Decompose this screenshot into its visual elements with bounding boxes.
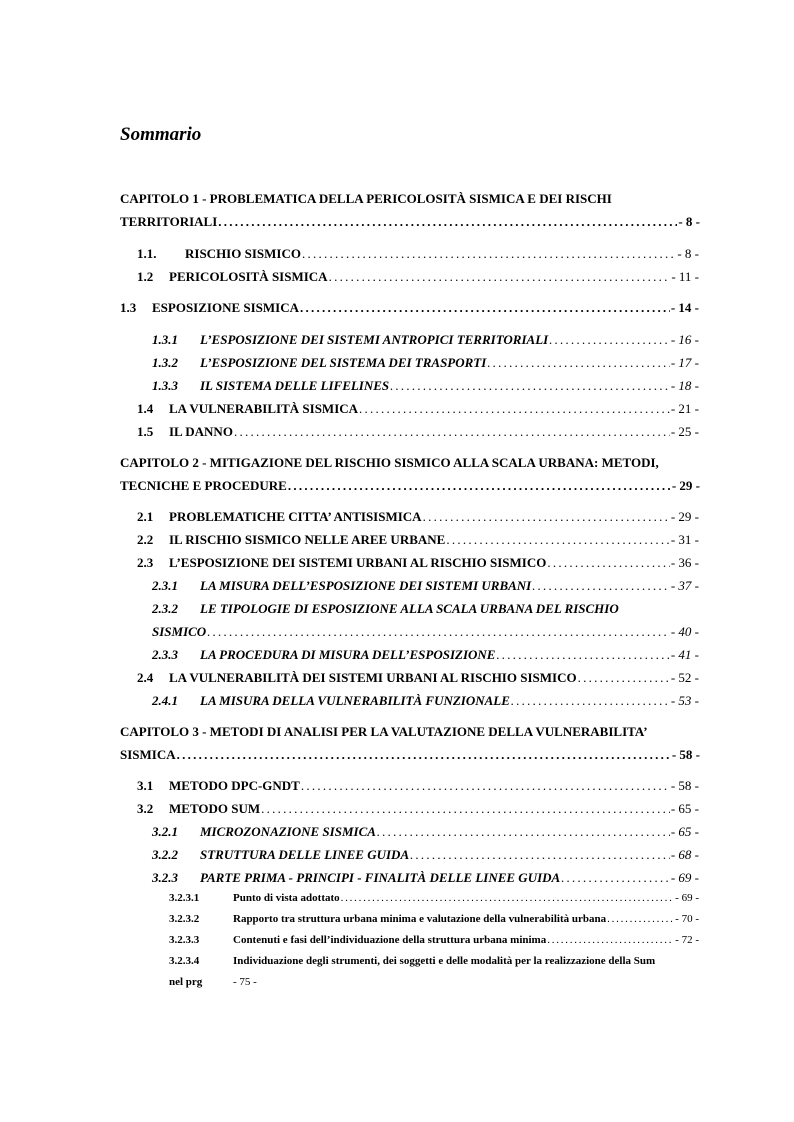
toc-entry-2-3-2-cont[interactable] bbox=[152, 624, 699, 640]
toc-entry-number: 1.2 bbox=[137, 269, 154, 284]
toc-page-number: - 29 - bbox=[670, 509, 699, 524]
toc-entry-number: 3.2.1 bbox=[152, 824, 178, 839]
toc-entry-text: Rapporto tra struttura urbana minima e valutazione della vulnerabilità urbana bbox=[233, 913, 607, 925]
toc-entry-number: 3.2.3.3 bbox=[169, 934, 200, 946]
toc-entry-number: 1.4 bbox=[137, 401, 154, 416]
toc-leader-dots bbox=[301, 778, 670, 794]
toc-page-number: - 72 - bbox=[675, 934, 699, 946]
toc-page-number: - 18 - bbox=[670, 378, 699, 393]
toc-entry-3-2-3-2[interactable] bbox=[169, 913, 699, 925]
toc-entry-number: 1.3.2 bbox=[152, 355, 178, 370]
toc-page-number: - 70 - bbox=[675, 913, 699, 925]
toc-entry-text: SISMICA bbox=[120, 747, 176, 762]
toc-entry-text: CAPITOLO 3 - METODI DI ANALISI PER LA VALUTAZIONE DELLA VULNERABILITA’ bbox=[120, 724, 648, 739]
toc-entry-text: METODO DPC-GNDT bbox=[169, 778, 300, 793]
toc-entry-number: 2.3.1 bbox=[152, 578, 178, 593]
toc-entry-text: MICROZONAZIONE SISMICA bbox=[200, 824, 376, 839]
toc-page-number: - 53 - bbox=[670, 693, 699, 708]
toc-page-number: - 16 - bbox=[670, 332, 699, 347]
toc-entry-1-3-2[interactable] bbox=[152, 355, 699, 371]
toc-entry-1-2[interactable] bbox=[137, 269, 699, 285]
toc-entry-number: 2.3.2 bbox=[152, 601, 178, 616]
toc-entry-text: LA VULNERABILITÀ DEI SISTEMI URBANI AL RISCHIO SISMICO bbox=[169, 670, 577, 685]
toc-page-number: - 75 - bbox=[233, 976, 257, 988]
toc-page-number: - 58 - bbox=[670, 778, 699, 793]
toc-page-number: - 69 - bbox=[675, 892, 699, 904]
toc-page-number: - 8 - bbox=[678, 214, 700, 229]
toc-leader-dots bbox=[547, 934, 674, 946]
toc-leader-dots bbox=[300, 300, 670, 316]
toc-entry-1-1[interactable] bbox=[137, 246, 699, 262]
toc-page-number: - 41 - bbox=[670, 647, 699, 662]
toc-entry-number: 3.2.2 bbox=[152, 847, 178, 862]
toc-entry-text: IL DANNO bbox=[169, 424, 233, 439]
toc-entry-2-3-2[interactable] bbox=[152, 601, 699, 617]
toc-entry-text: TERRITORIALI bbox=[120, 214, 218, 229]
toc-entry-number: 2.4 bbox=[137, 670, 154, 685]
toc-entry-2-4-1[interactable] bbox=[152, 693, 699, 709]
toc-entry-number: 1.1. bbox=[137, 246, 157, 261]
toc-chapter-1-line-1[interactable] bbox=[120, 191, 700, 207]
toc-entry-number: 3.1 bbox=[137, 778, 154, 793]
toc-entry-text: SISMICO bbox=[152, 624, 207, 639]
toc-entry-text: IL SISTEMA DELLE LIFELINES bbox=[200, 378, 390, 393]
toc-leader-dots bbox=[549, 332, 670, 348]
toc-entry-1-4[interactable] bbox=[137, 401, 699, 417]
toc-entry-1-5[interactable] bbox=[137, 424, 699, 440]
toc-entry-text: LA MISURA DELL’ESPOSIZIONE DEI SISTEMI URBANI bbox=[200, 578, 532, 593]
toc-leader-dots bbox=[496, 647, 669, 663]
toc-entry-3-2-3-4[interactable] bbox=[169, 955, 699, 967]
toc-entry-text: TECNICHE E PROCEDURE bbox=[120, 478, 287, 493]
toc-entry-3-1[interactable] bbox=[137, 778, 699, 794]
toc-entry-1-3[interactable] bbox=[120, 300, 699, 316]
toc-entry-text: Contenuti e fasi dell’individuazione della struttura urbana minima bbox=[233, 934, 547, 946]
toc-page-number: - 68 - bbox=[670, 847, 699, 862]
toc-entry-text: L’ESPOSIZIONE DEI SISTEMI ANTROPICI TERRITORIALI bbox=[200, 332, 549, 347]
toc-entry-text: LA PROCEDURA DI MISURA DELL’ESPOSIZIONE bbox=[200, 647, 496, 662]
toc-leader-dots bbox=[359, 401, 670, 417]
toc-leader-dots bbox=[261, 801, 670, 817]
toc-entry-3-2[interactable] bbox=[137, 801, 699, 817]
toc-entry-text: Punto di vista adottato bbox=[233, 892, 340, 904]
toc-entry-number: 2.2 bbox=[137, 532, 154, 547]
toc-leader-dots bbox=[177, 747, 671, 763]
toc-page-number: - 29 - bbox=[671, 478, 700, 493]
toc-page-number: - 65 - bbox=[670, 801, 699, 816]
toc-entry-number: 1.3.3 bbox=[152, 378, 178, 393]
toc-page-number: - 69 - bbox=[670, 870, 699, 885]
toc-entry-1-3-3[interactable] bbox=[152, 378, 699, 394]
toc-leader-dots bbox=[377, 824, 670, 840]
toc-entry-number: 3.2 bbox=[137, 801, 154, 816]
toc-entry-2-3-3[interactable] bbox=[152, 647, 699, 663]
toc-entry-text: LE TIPOLOGIE DI ESPOSIZIONE ALLA SCALA URBANA DEL RISCHIO bbox=[200, 601, 619, 616]
page-title: Sommario bbox=[120, 124, 202, 145]
toc-entry-text: RISCHIO SISMICO bbox=[185, 246, 301, 261]
toc-page-number: - 58 - bbox=[671, 747, 700, 762]
toc-page-number: - 17 - bbox=[670, 355, 699, 370]
toc-entry-text: ESPOSIZIONE SISMICA bbox=[152, 300, 300, 315]
toc-entry-text: STRUTTURA DELLE LINEE GUIDA bbox=[200, 847, 410, 862]
toc-chapter-3-line-2[interactable] bbox=[120, 747, 700, 763]
toc-entry-text: L’ESPOSIZIONE DEL SISTEMA DEI TRASPORTI bbox=[200, 355, 487, 370]
toc-leader-dots bbox=[234, 424, 670, 440]
toc-page-number: - 21 - bbox=[670, 401, 699, 416]
toc-entry-text: CAPITOLO 1 - PROBLEMATICA DELLA PERICOLOSITÀ SISMICA E DEI RISCHI bbox=[120, 191, 612, 206]
toc-page-number: - 36 - bbox=[670, 555, 699, 570]
toc-chapter-1-line-2[interactable] bbox=[120, 214, 700, 230]
toc-leader-dots bbox=[390, 378, 670, 394]
toc-chapter-2-line-2[interactable] bbox=[120, 478, 700, 494]
toc-entry-2-1[interactable] bbox=[137, 509, 699, 525]
toc-entry-3-2-3-3[interactable] bbox=[169, 934, 699, 946]
toc-leader-dots bbox=[547, 555, 669, 571]
toc-page-number: - 31 - bbox=[670, 532, 699, 547]
toc-entry-text: PARTE PRIMA - PRINCIPI - FINALITÀ DELLE LINEE GUIDA bbox=[200, 870, 561, 885]
toc-entry-text: PROBLEMATICHE CITTA’ ANTISISMICA bbox=[169, 509, 422, 524]
toc-entry-number: 3.2.3.4 bbox=[169, 955, 200, 967]
toc-entry-text: CAPITOLO 2 - MITIGAZIONE DEL RISCHIO SISMICO ALLA SCALA URBANA: METODI, bbox=[120, 455, 659, 470]
toc-leader-dots bbox=[329, 269, 671, 285]
toc-page-number: - 40 - bbox=[670, 624, 699, 639]
toc-entry-number: 3.2.3.1 bbox=[169, 892, 200, 904]
toc-leader-dots bbox=[410, 847, 670, 863]
toc-entry-text: LA VULNERABILITÀ SISMICA bbox=[169, 401, 359, 416]
toc-page-number: - 37 - bbox=[670, 578, 699, 593]
toc-entry-3-2-1[interactable] bbox=[152, 824, 699, 840]
toc-entry-2-4[interactable] bbox=[137, 670, 699, 686]
toc-leader-dots bbox=[302, 246, 676, 262]
toc-entry-text: IL RISCHIO SISMICO NELLE AREE URBANE bbox=[169, 532, 446, 547]
toc-page-number: - 65 - bbox=[670, 824, 699, 839]
toc-leader-dots bbox=[607, 913, 674, 925]
toc-entry-text: METODO SUM bbox=[169, 801, 261, 816]
toc-entry-number: 1.3 bbox=[120, 300, 137, 315]
toc-leader-dots bbox=[218, 214, 677, 230]
toc-entry-1-3-1[interactable] bbox=[152, 332, 699, 348]
toc-leader-dots bbox=[511, 693, 670, 709]
toc-entry-number: 3.2.3 bbox=[152, 870, 178, 885]
toc-entry-3-2-3-4-cont[interactable] bbox=[169, 976, 699, 988]
toc-entry-number: 2.3 bbox=[137, 555, 154, 570]
toc-page-number: - 11 - bbox=[671, 269, 699, 284]
toc-entry-text: Individuazione degli strumenti, dei soggetti e delle modalità per la realizzazione della Sum bbox=[233, 955, 656, 967]
toc-leader-dots bbox=[288, 478, 671, 494]
toc-leader-dots bbox=[532, 578, 670, 594]
toc-leader-dots bbox=[341, 892, 675, 904]
toc-leader-dots bbox=[487, 355, 670, 371]
toc-entry-number: 3.2.3.2 bbox=[169, 913, 200, 925]
toc-leader-dots bbox=[561, 870, 670, 886]
toc-entry-number: 2.1 bbox=[137, 509, 154, 524]
toc-page-number: - 52 - bbox=[670, 670, 699, 685]
toc-entry-text: PERICOLOSITÀ SISMICA bbox=[169, 269, 328, 284]
toc-entry-number: 2.3.3 bbox=[152, 647, 178, 662]
toc-page-number: - 14 - bbox=[670, 300, 699, 315]
toc-entry-number: 1.5 bbox=[137, 424, 154, 439]
toc-chapter-3-line-1[interactable] bbox=[120, 724, 700, 740]
toc-leader-dots bbox=[446, 532, 670, 548]
toc-page-number: - 25 - bbox=[670, 424, 699, 439]
toc-entry-text: L’ESPOSIZIONE DEI SISTEMI URBANI AL RISCHIO SISMICO bbox=[169, 555, 547, 570]
toc-leader-dots bbox=[207, 624, 670, 640]
toc-entry-3-2-2[interactable] bbox=[152, 847, 699, 863]
toc-entry-text: LA MISURA DELLA VULNERABILITÀ FUNZIONALE bbox=[200, 693, 510, 708]
toc-entry-number: 1.3.1 bbox=[152, 332, 178, 347]
toc-entry-2-3[interactable] bbox=[137, 555, 699, 571]
toc-entry-3-2-3[interactable] bbox=[152, 870, 699, 886]
toc-entry-2-2[interactable] bbox=[137, 532, 699, 548]
toc-entry-text: nel prg bbox=[169, 976, 203, 988]
toc-entry-number: 2.4.1 bbox=[152, 693, 178, 708]
toc-leader-dots bbox=[578, 670, 670, 686]
toc-entry-3-2-3-1[interactable] bbox=[169, 892, 699, 904]
toc-page-number: - 8 - bbox=[677, 246, 699, 261]
toc-entry-2-3-1[interactable] bbox=[152, 578, 699, 594]
toc-chapter-2-line-1[interactable] bbox=[120, 455, 700, 471]
toc-leader-dots bbox=[423, 509, 670, 525]
